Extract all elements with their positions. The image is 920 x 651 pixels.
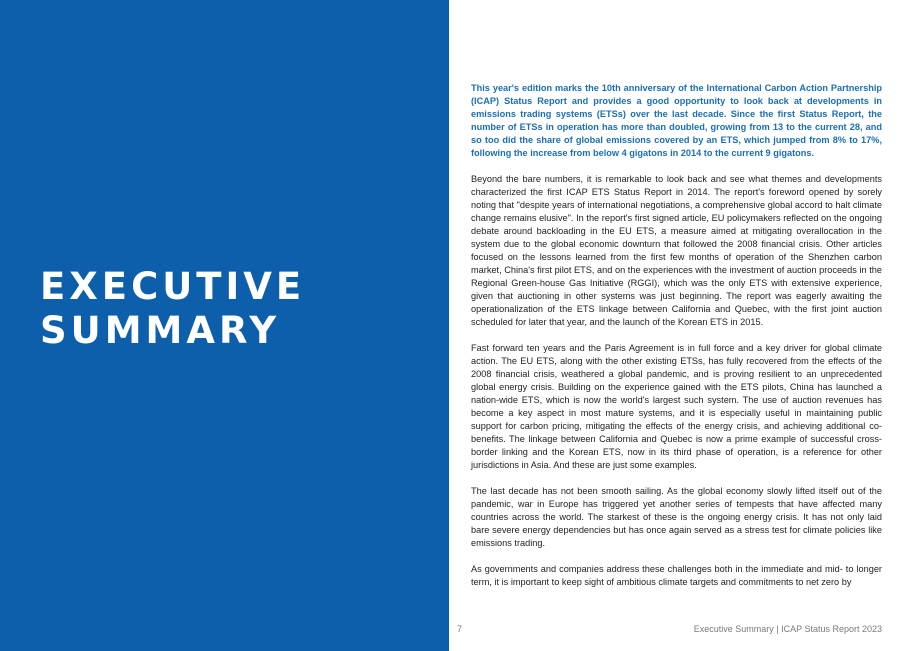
title-panel [0,0,449,651]
paragraph: The last decade has not been smooth sailing. As the global economy slowly lifted itself out of the pandemic, war in Europe has triggered yet another series of tempests that have affected many countries across the world. The starkest of these is the ongoing energy crisis. It has not only laid bare severe energy dependencies but has once again served as a stress test for climate policies like emissions trading. [471,486,882,548]
running-footer: Executive Summary | ICAP Status Report 2023 [693,624,882,634]
page-title [40,265,305,353]
title-line-1: EXECUTIVE [40,265,306,308]
paragraph: Beyond the bare numbers, it is remarkable to look back and see what themes and developments characterized the first ICAP ETS Status Report in 2014. The report's foreword opened by sorely noting that "despite years of international negotiations, a comprehensive global accord to halt climate change remains elusive". In the report's first signed article, EU policymakers reflected on the ongoing debate around backloading in the EU ETS, a measure aimed at mitigating overallocation in the system due to the global economic downturn that followed the 2008 financial crisis. Other articles focused on the lessons learned from the first few months of operation of the Shenzhen carbon market, China's first pilot ETS, and on the experiences with the investment of auction proceeds in the Regional Green-house Gas Initiative (RGGI), which was the only ETS with extensive experience, given that auctioning in other systems was just beginning. The report was eagerly awaiting the operationalization of the ETS linkage between California and Quebec, with the first joint auction scheduled for later that year, and the launch of the Korean ETS in 2015. [471,174,882,327]
paragraph: Fast forward ten years and the Paris Agreement is in full force and a key driver for global climate action. The EU ETS, along with the other existing ETSs, has fully recovered from the effects of the 2008 financial crisis, weathered a global pandemic, and is proving resilient to an unprecedented global energy crisis. Building on the experience gained with the ETS pilots, China has launched a nation-wide ETS, which is now the world's largest such system. The use of auction revenues has become a key aspect in most mature systems, and it is especially useful in maintaining public support for carbon pricing, mitigating the effects of the energy crisis, and achieving additional co-benefits. The linkage between California and Quebec is now a prime example of successful cross-border linking and the Korean ETS, now in its third phase of operation, is a reference for other jurisdictions in Asia. And these are just some examples. [471,343,882,470]
page-number: 7 [457,624,463,634]
paragraph: As governments and companies address these challenges both in the immediate and mid- to longer term, it is important to keep sight of ambitious climate targets and commitments to net zero by [471,564,882,587]
lead-paragraph: This year's edition marks the 10th anniversary of the International Carbon Action Partnership (ICAP) Status Report and provides a good opportunity to look back at developments in emissions trading systems (ETSs) over the last decade. Since the first Status Report, the number of ETSs in operation has more than doubled, growing from 13 to the current 28, and so too did the share of global emissions covered by an ETS, which jumped from 8% to 17%, following the increase from below 4 gigatons in 2014 to the current 9 gigatons. [471,83,882,158]
body-text [471,82,882,602]
title-line-2: SUMMARY [40,309,281,352]
